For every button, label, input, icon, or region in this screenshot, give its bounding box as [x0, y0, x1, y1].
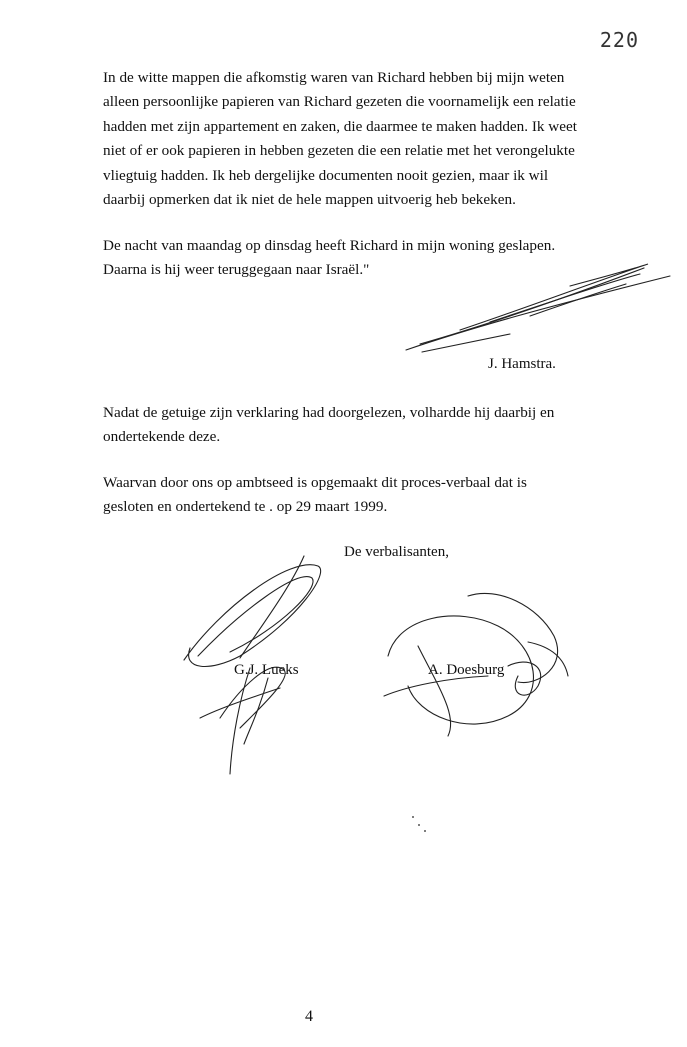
text-line: niet of er ook papieren in hebben gezeten die een relatie met het verongelukte — [103, 142, 575, 160]
text-line: alleen persoonlijke papieren van Richard gezeten die voornamelijk een relatie — [103, 93, 576, 111]
text-line: daarbij opmerken dat ik niet de hele mappen uitvoerig heb bekeken. — [103, 191, 516, 209]
scan-speck — [412, 816, 414, 818]
text-line: ondertekende deze. — [103, 428, 221, 446]
text-line: hadden met zijn appartement en zaken, die daarmee te maken hadden. Ik weet — [103, 117, 577, 135]
statement-paragraph-nacht — [103, 234, 603, 283]
text-line: vliegtuig hadden. Ik heb dergelijke documenten nooit gezien, maar ik wil — [103, 166, 549, 184]
closing-label: De verbalisanten, — [344, 544, 449, 560]
closing-paragraph-getuige — [103, 401, 603, 450]
officer2-name: A. Doesburg — [428, 662, 505, 678]
document-number: 220 — [599, 28, 639, 52]
scan-speck — [418, 824, 420, 826]
witness-name: J. Hamstra. — [488, 356, 556, 372]
closing-paragraph-proces-verbaal — [103, 471, 603, 520]
text-line: Nadat de getuige zijn verklaring had doorgelezen, volhardde hij daarbij en — [103, 404, 555, 421]
text-line: Waarvan door ons op ambtseed is opgemaakt dit proces-verbaal dat is — [103, 474, 527, 491]
text-line: gesloten en ondertekend te . op 29 maart 1999. — [103, 498, 388, 516]
statement-paragraph-mappen — [103, 66, 603, 212]
officer1-name: G.J. Lueks — [234, 662, 299, 678]
scan-speck — [424, 830, 426, 832]
text-line: De nacht van maandag op dinsdag heeft Richard in mijn woning geslapen. — [103, 237, 556, 254]
page-number: 4 — [305, 1008, 313, 1025]
text-line: In de witte mappen die afkomstig waren van Richard hebben bij mijn weten — [103, 69, 565, 86]
text-line: Daarna is hij weer teruggegaan naar Israël." — [103, 261, 370, 279]
